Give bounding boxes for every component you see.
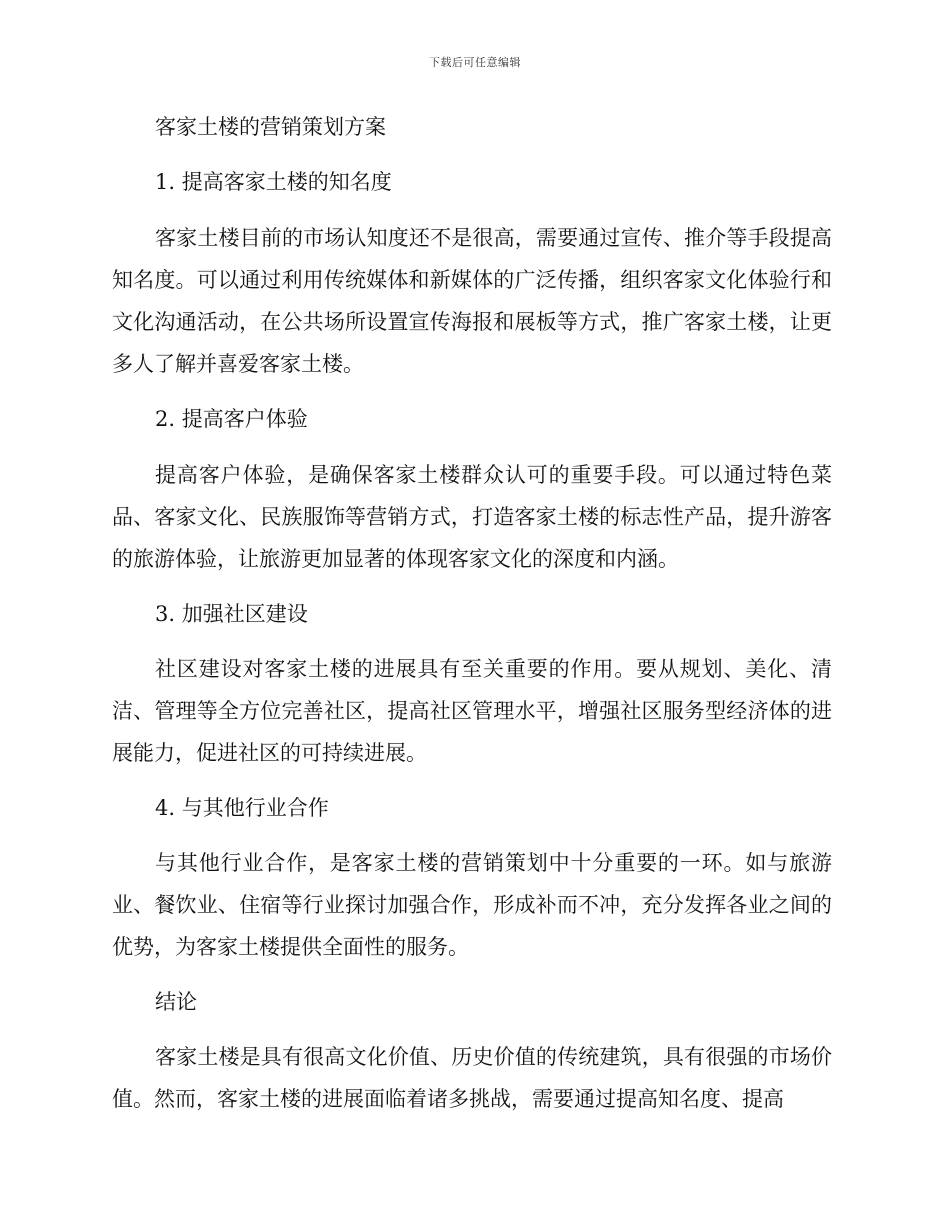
page-header: 下载后可任意编辑: [429, 56, 521, 69]
section-heading-3: 3. 加强社区建设: [155, 602, 308, 626]
section-heading-2: 2. 提高客户体验: [155, 407, 308, 431]
conclusion-paragraph: 客家土楼是具有很高文化价值、历史价值的传统建筑，具有很强的市场价值。然而，客家土楼的进展面临着诸多挑战，需要通过提高知名度、提高: [112, 1045, 832, 1111]
section-paragraph-4: 与其他行业合作，是客家土楼的营销策划中十分重要的一环。如与旅游业、餐饮业、住宿等行业探讨加强合作，形成补而不冲，充分发挥各业之间的优势，为客家土楼提供全面性的服务。: [112, 851, 832, 959]
conclusion-heading: 结论: [155, 990, 197, 1014]
section-heading-1: 1. 提高客家土楼的知名度: [155, 170, 392, 194]
section-paragraph-2: 提高客户体验，是确保客家土楼群众认可的重要手段。可以通过特色菜品、客家文化、民族服饰等营销方式，打造客家土楼的标志性产品，提升游客的旅游体验，让旅游更加显著的体现客家文化的深度和内涵。: [112, 463, 832, 571]
section-paragraph-1: 客家土楼目前的市场认知度还不是很高，需要通过宣传、推介等手段提高知名度。可以通过利用传统媒体和新媒体的广泛传播，组织客家文化体验行和文化沟通活动，在公共场所设置宣传海报和展板等方式，推广客家土楼，让更多人了解并喜爱客家土楼。: [112, 226, 832, 376]
document-title: 客家土楼的营销策划方案: [155, 115, 386, 139]
section-heading-4: 4. 与其他行业合作: [155, 796, 329, 820]
section-paragraph-3: 社区建设对客家土楼的进展具有至关重要的作用。要从规划、美化、清洁、管理等全方位完善社区，提高社区管理水平，增强社区服务型经济体的进展能力，促进社区的可持续进展。: [112, 657, 832, 765]
